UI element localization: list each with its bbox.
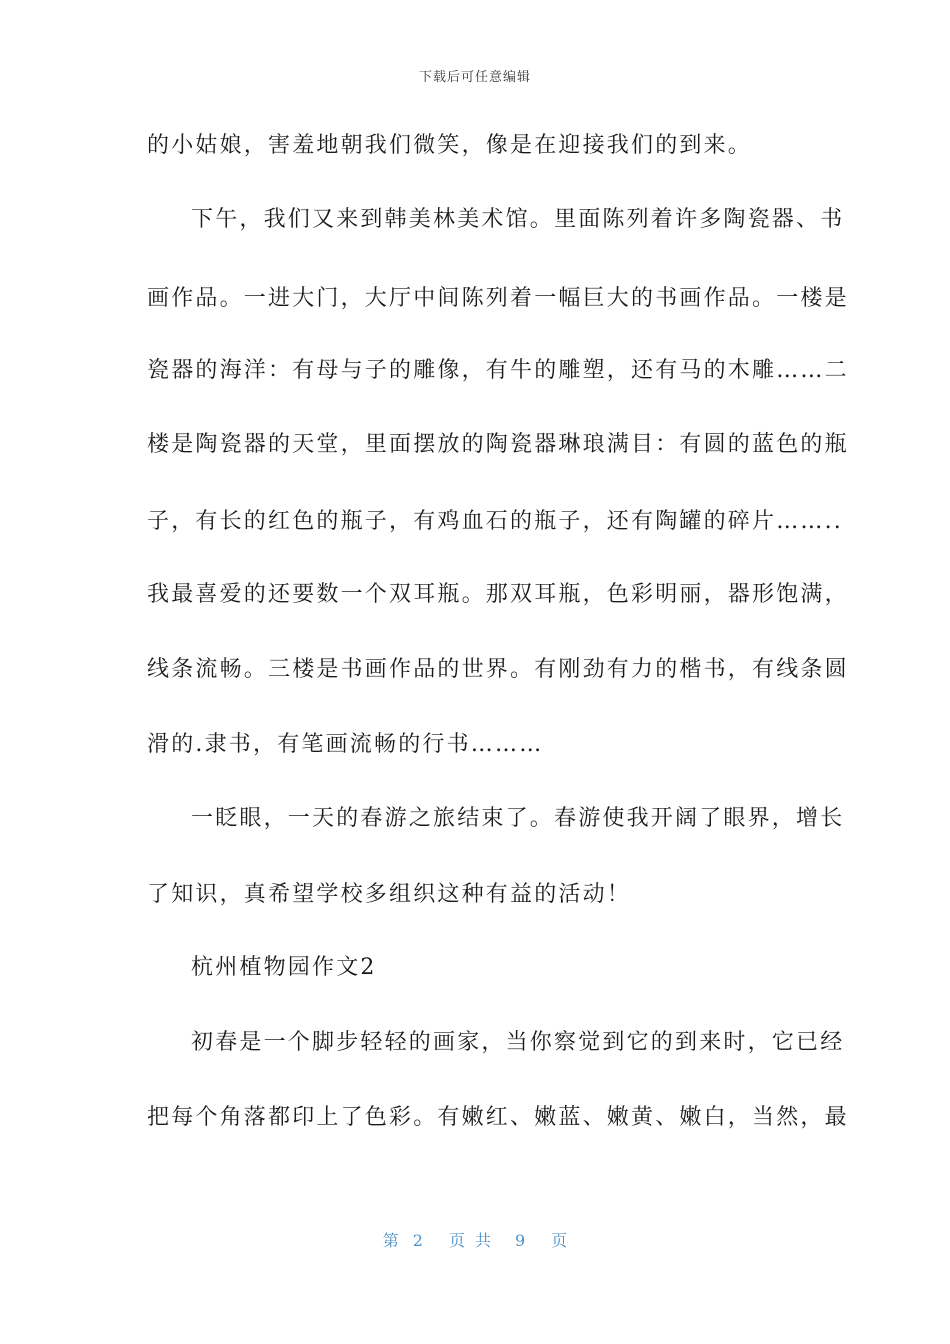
- paragraph-start-line: 下午，我们又来到韩美林美术馆。里面陈列着许多陶瓷器、书: [191, 207, 845, 232]
- text-line: 的小姑娘，害羞地朝我们微笑，像是在迎接我们的到来。: [147, 133, 753, 158]
- current-page-number: 2: [412, 1231, 423, 1250]
- page-label-mid: 页共: [448, 1231, 501, 1250]
- page-label-suffix: 页: [551, 1231, 568, 1250]
- text-line: 线条流畅。三楼是书画作品的世界。有刚劲有力的楷书，有线条圆: [147, 657, 849, 682]
- text-line: 把每个角落都印上了色彩。有嫩红、嫩蓝、嫩黄、嫩白，当然，最: [147, 1105, 849, 1130]
- text-line: 滑的.隶书，有笔画流畅的行书………: [147, 732, 544, 757]
- text-line: 了知识，真希望学校多组织这种有益的活动！: [147, 882, 632, 907]
- section-title: 杭州植物园作文2: [191, 955, 377, 980]
- page-header: 下载后可任意编辑: [418, 70, 531, 85]
- page-label-prefix: 第: [382, 1231, 399, 1250]
- text-line: 楼是陶瓷器的天堂，里面摆放的陶瓷器琳琅满目：有圆的蓝色的瓶: [147, 432, 849, 457]
- text-line: 瓷器的海洋：有母与子的雕像，有牛的雕塑，还有马的木雕……二: [147, 358, 849, 383]
- total-pages-number: 9: [515, 1231, 526, 1250]
- text-line: 我最喜爱的还要数一个双耳瓶。那双耳瓶，色彩明丽，器形饱满，: [147, 582, 849, 607]
- paragraph-start-line: 初春是一个脚步轻轻的画家，当你察觉到它的到来时，它已经: [191, 1030, 845, 1055]
- text-line: 子，有长的红色的瓶子，有鸡血石的瓶子，还有陶罐的碎片……..: [147, 509, 843, 534]
- page-footer: [0, 1228, 950, 1251]
- paragraph-start-line: 一眨眼，一天的春游之旅结束了。春游使我开阔了眼界，增长: [191, 806, 845, 831]
- text-line: 画作品。一进大门，大厅中间陈列着一幅巨大的书画作品。一楼是: [147, 286, 849, 311]
